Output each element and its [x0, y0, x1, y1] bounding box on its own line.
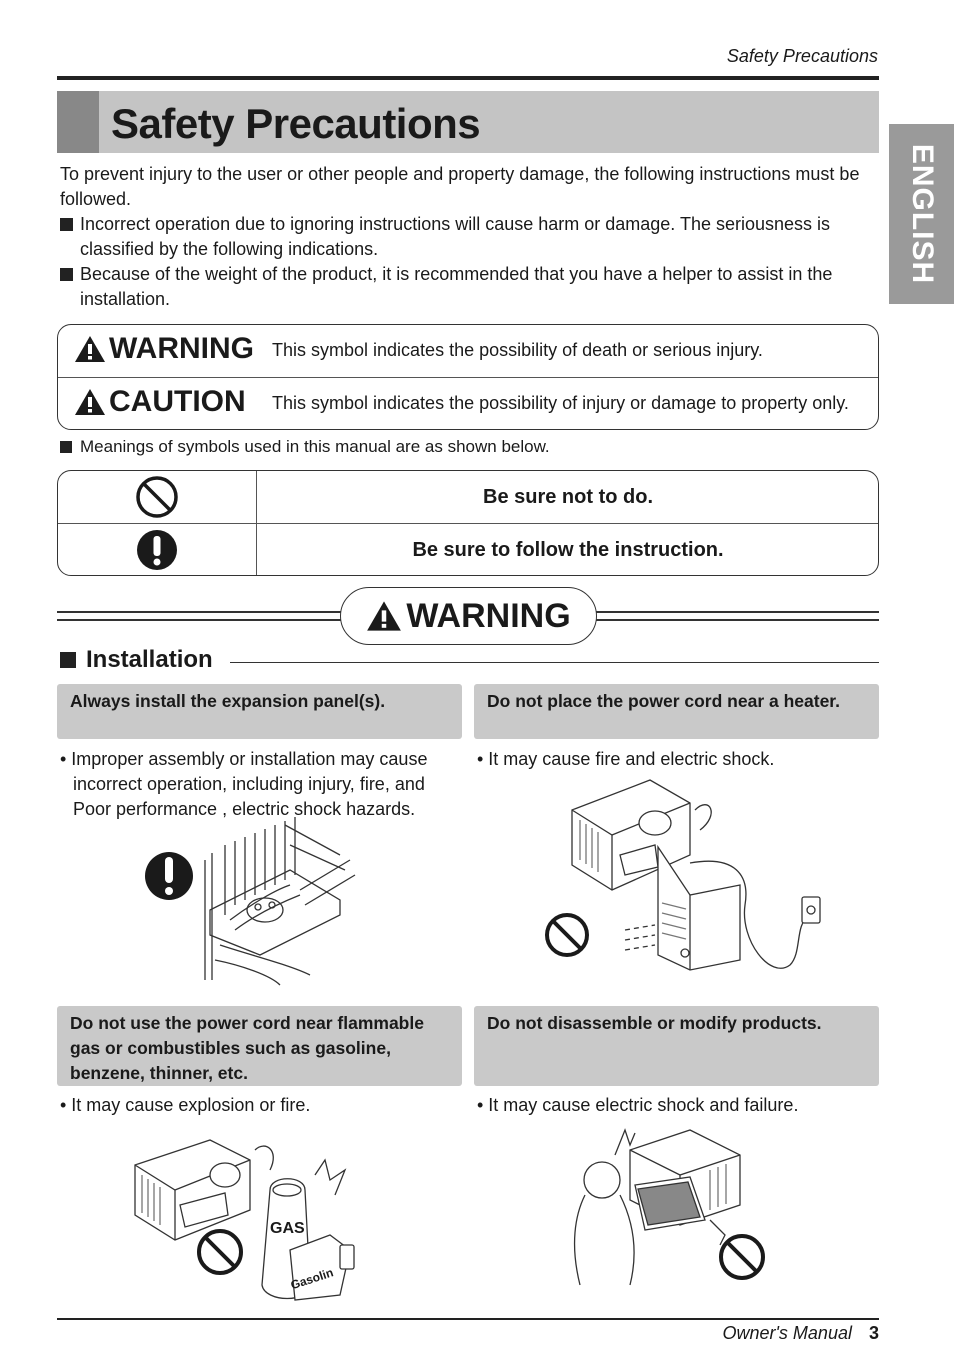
page-title: Safety Precautions	[111, 100, 481, 147]
square-bullet-icon	[60, 652, 76, 668]
running-header: Safety Precautions	[726, 46, 878, 66]
square-bullet-icon	[60, 441, 72, 453]
language-tab-label: ENGLISH	[905, 143, 939, 285]
gas-hazard-illustration	[130, 1135, 370, 1305]
card-body-line-2: incorrect operation, including injury, fire, and	[73, 774, 425, 794]
caution-triangle-icon	[74, 388, 106, 416]
prohibit-meaning: Be sure not to do.	[483, 485, 653, 508]
legend-row-caution	[58, 377, 878, 430]
card-title-flammable-gas: Do not use the power cord near flammable gas or combustibles such as gasoline, benzene, thinner, etc.	[57, 1006, 462, 1086]
symbol-table	[57, 470, 879, 576]
footer-manual-name: Owner's Manual	[722, 1323, 852, 1343]
caution-label: CAUTION	[109, 385, 246, 418]
footer	[722, 1323, 879, 1344]
intro-block	[60, 162, 880, 312]
exclamation-icon	[135, 528, 179, 572]
card-body-line-3: Poor performance , electric shock hazards.	[73, 799, 416, 819]
section-title: Installation	[86, 646, 213, 673]
gas-label: GAS	[270, 1220, 305, 1237]
meanings-note	[60, 437, 550, 457]
banner-rule-left	[57, 611, 342, 621]
card-body-heater: • It may cause fire and electric shock.	[477, 749, 775, 769]
disassembly-illustration	[570, 1125, 780, 1295]
square-bullet-icon	[60, 218, 73, 231]
language-tab	[889, 124, 954, 304]
top-rule	[57, 76, 879, 80]
warning-label: WARNING	[109, 332, 254, 365]
warning-description: This symbol indicates the possibility of death or serious injury.	[272, 340, 763, 360]
caution-description: This symbol indicates the possibility of injury or damage to property only.	[272, 393, 849, 413]
symbol-row-prohibit	[58, 471, 878, 523]
banner-rule-right	[594, 611, 879, 621]
legend-row-warning	[58, 325, 878, 377]
card-title-expansion-panel: Always install the expansion panel(s).	[57, 684, 462, 739]
intro-bullet-2	[60, 262, 880, 312]
window-installation-illustration	[140, 815, 360, 990]
card-body-disassemble: • It may cause electric shock and failure.	[477, 1095, 799, 1115]
prohibition-icon	[199, 1231, 241, 1273]
prohibition-icon	[721, 1236, 763, 1278]
warning-triangle-icon	[366, 600, 402, 632]
card-body-flammable-gas: • It may cause explosion or fire.	[60, 1095, 311, 1115]
heater-illustration	[540, 775, 830, 985]
card-title-heater: Do not place the power cord near a heater.	[474, 684, 879, 739]
gasolin-label: Gasolin	[288, 1265, 336, 1293]
prohibition-icon	[135, 475, 179, 519]
intro-bullet-1	[60, 212, 880, 262]
intro-text: To prevent injury to the user or other people and property damage, the following instructions must be followed.	[60, 164, 860, 209]
mandatory-meaning: Be sure to follow the instruction.	[412, 538, 724, 561]
card-title-disassemble: Do not disassemble or modify products.	[474, 1006, 879, 1086]
card-body-line-1: • Improper assembly or installation may cause	[60, 749, 428, 769]
warning-banner	[340, 587, 597, 645]
warning-banner-label: WARNING	[406, 596, 571, 635]
warning-triangle-icon	[74, 335, 106, 363]
prohibition-icon	[547, 915, 587, 955]
symbol-row-mandatory	[58, 523, 878, 576]
square-bullet-icon	[60, 268, 73, 281]
footer-rule	[57, 1318, 879, 1320]
intro-bullet-2-text: Because of the weight of the product, it is recommended that you have a helper to assist in the installation.	[80, 264, 833, 309]
section-rule	[230, 662, 879, 663]
page-number: 3	[868, 1323, 879, 1343]
meanings-note-text: Meanings of symbols used in this manual are as shown below.	[80, 437, 550, 456]
card-body-expansion-panel	[60, 747, 460, 822]
hazard-legend	[57, 324, 879, 430]
section-heading	[60, 646, 213, 674]
title-bar-accent	[57, 91, 99, 153]
intro-bullet-1-text: Incorrect operation due to ignoring instructions will cause harm or damage. The seriousness is classified by the following indications.	[80, 214, 831, 259]
